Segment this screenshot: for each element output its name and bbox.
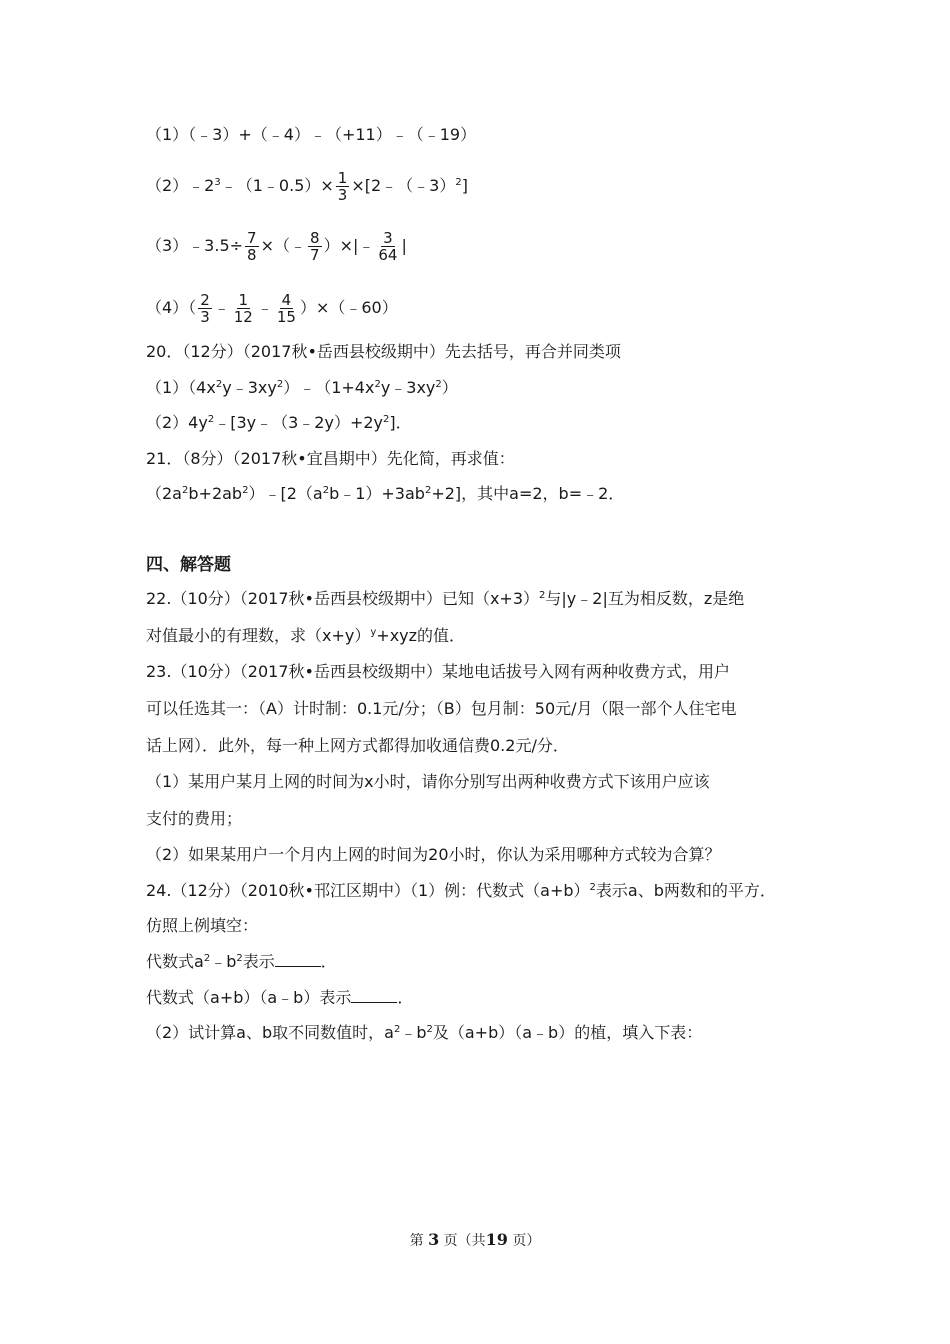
q24-line2: 仿照上例填空： [146,916,259,935]
q24-line3: 代数式$a^2﹣b^2$表示 ． [146,952,337,971]
fraction: $\frac{2}{3}$ [200,291,210,326]
section-heading: 四、解答题 [146,555,231,575]
q22-line1: 22.（10分）（2017秋•岳西县校级期中）已知$(x+3)^2$与|y﹣2|互为相反数，z是绝 [146,589,745,608]
q24-line4: 代数式（a+b）（a﹣b）表示 ． [146,988,414,1007]
q23-line2: 可以任选其一：（A）计时制：0.1元/分；（B）包月制：50元/月（限一部个人住宅电 [146,699,737,718]
page-footer: 第 3 页（共19 页） [409,1230,541,1249]
q24-line5: （2）试计算a、b取不同数值时，$a^2﹣b^2$及（a+b）（a﹣b）的植，填入下表： [146,1023,703,1042]
q23-line6: （2）如果某用户一个月内上网的时间为20小时，你认为采用哪种方式较为合算？ [146,845,721,864]
q24-line1: 24.（12分）（2010秋•邗江区期中）（1）例：代数式$(a+b)^2$表示a、b两数和的平方． [146,881,776,900]
fraction: $\frac{1}{3}$ [337,169,348,204]
q19-part3: （3）﹣3.5÷ $\frac{7}{8}$ ×（﹣ $\frac{8}{7}$ ）×|﹣ $\frac{3}{64}$ | [146,229,407,264]
q21-title: 21．（8分）（2017秋•宜昌期中）先化简，再求值： [146,449,515,468]
q19-part1: （1）（﹣3）+（﹣4）﹣（+11）﹣（﹣19） [146,125,477,144]
answer-blank[interactable] [275,952,321,967]
q23-line5: 支付的费用； [146,809,243,828]
q23-line1: 23.（10分）（2017秋•岳西县校级期中）某地电话拔号入网有两种收费方式，用户 [146,662,730,681]
q22-line2: 对值最小的有理数，求$(x+y)^y+xyz$的值． [146,626,466,645]
q23-line4: （1）某用户某月上网的时间为x小时，请你分别写出两种收费方式下该用户应该 [146,772,710,791]
answer-blank[interactable] [351,988,397,1003]
q19-part2: $(2)﹣2^3﹣(1﹣0.5)\times$ $\frac{1}{3}$ ×[2﹣（﹣3）$^2$] [146,169,468,204]
fraction: $\frac{3}{64}$ [378,229,398,264]
q23-line3: 话上网）．此外，每一种上网方式都得加收通信费0.2元/分． [146,736,569,755]
fraction: $\frac{1}{12}$ [233,291,253,326]
fraction: $\frac{7}{8}$ [247,229,257,264]
fraction: $\frac{8}{7}$ [310,229,320,264]
q20-part1: $(1)(4x^2y﹣3xy^2)﹣(1+4x^2y﹣3xy^2)$ [146,378,458,397]
fraction: $\frac{4}{15}$ [276,291,296,326]
q20-part2: $(2)4y^2﹣[3y﹣(3﹣2y)+2y^2]$． [146,413,412,432]
q21-expression: $(2a^2b+2ab^2)﹣[2(a^2b﹣1)+3ab^2+2]$，其中a=2，b=﹣2． [146,484,625,503]
q20-title: 20．（12分）（2017秋•岳西县校级期中）先去括号，再合并同类项 [146,342,621,361]
q19-part4: （4）（ $\frac{2}{3}$ ﹣ $\frac{1}{12}$ ﹣ $\frac{4}{15}$ ）×（﹣60） [146,291,398,326]
